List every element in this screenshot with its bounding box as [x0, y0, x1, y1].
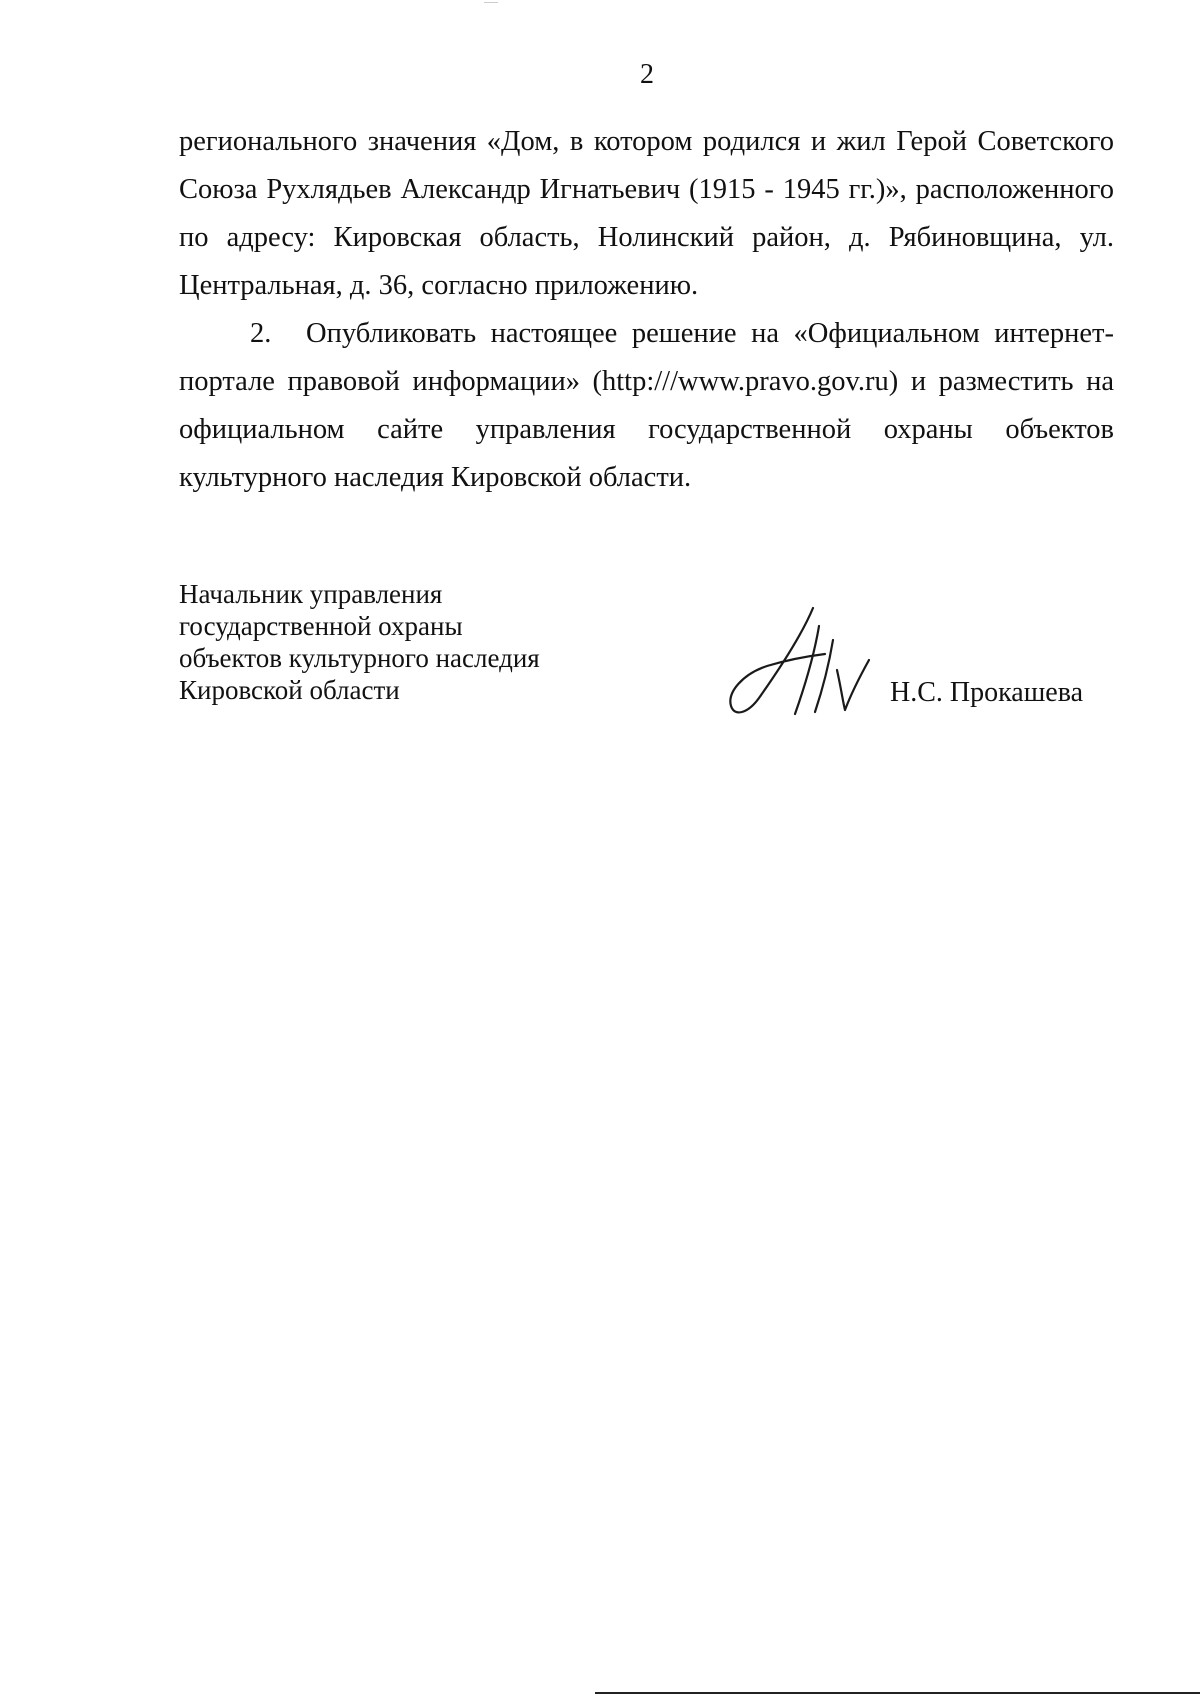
handwritten-signature: [725, 602, 875, 727]
signatory-title-line: государственной охраны: [179, 611, 463, 641]
scan-artifact: [484, 2, 498, 3]
signatory-title-line: Кировской области: [179, 675, 400, 705]
signatory-name: Н.С. Прокашева: [890, 677, 1083, 708]
paragraph-2: [179, 310, 1114, 502]
paragraph-1-continuation: регионального значения «Дом, в котором родился и жил Герой Советского Союза Рухлядьев Александр Игнатьевич (1915 - 1945 гг.)», расположенного по адресу: Кировская область, Нолинский район, д. Рябиновщина, ул. Центральная, д. 36, согласно приложению.: [179, 126, 1114, 301]
paragraph-2-number: 2.: [250, 318, 272, 349]
signatory-title-line: Начальник управления: [179, 579, 443, 609]
signatory-title: [179, 578, 609, 706]
page-number: 2: [640, 59, 654, 90]
signatory-title-line: объектов культурного наследия: [179, 643, 540, 673]
document-body: [179, 118, 1114, 502]
footer-rule: [595, 1692, 1200, 1694]
paragraph-2-text: Опубликовать настоящее решение на «Официальном интернет-портале правовой информации» (http:///www.pravo.gov.ru) и разместить на официальном сайте управления государственной охраны объектов культурного наследия Кировской области.: [179, 318, 1114, 493]
